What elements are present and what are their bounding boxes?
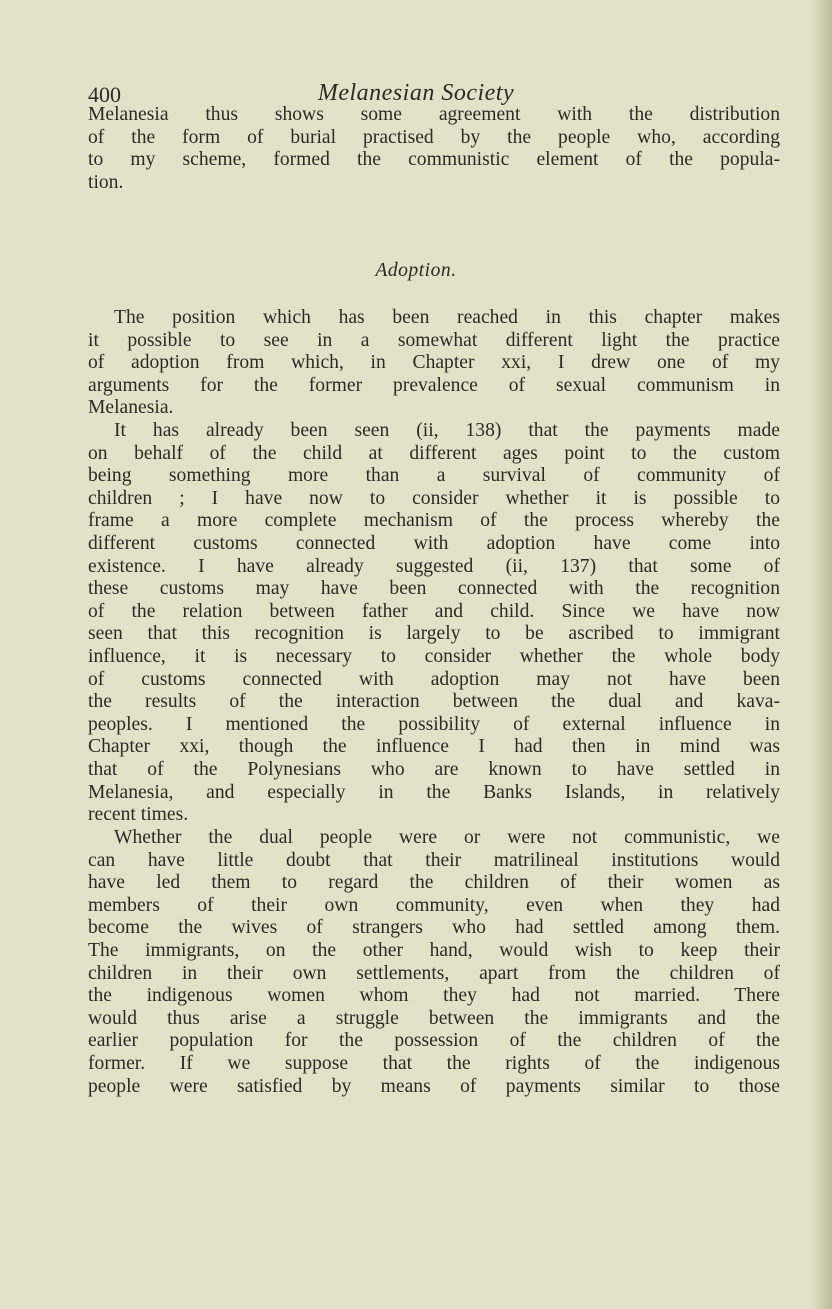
text-line: of adoption from which, in Chapter xxi, I drew one of my bbox=[88, 352, 780, 374]
text-line: have led them to regard the children of their women as bbox=[88, 872, 780, 894]
text-line: earlier population for the possession of the children of the bbox=[88, 1030, 780, 1052]
text-line: that of the Polynesians who are known to have settled in bbox=[88, 758, 780, 780]
text-line: frame a more complete mechanism of the process whereby the bbox=[88, 510, 780, 532]
paragraph-4 bbox=[88, 827, 780, 1098]
text-line: influence, it is necessary to consider whether the whole body bbox=[88, 645, 780, 667]
text-line: It has already been seen (ii, 138) that the payments made bbox=[114, 420, 780, 441]
text-line: Whether the dual people were or were not communistic, we bbox=[114, 827, 780, 848]
text-line: tion. bbox=[88, 171, 124, 193]
text-line: the indigenous women whom they had not married. There bbox=[88, 985, 780, 1007]
text-line: children ; I have now to consider whether it is possible to bbox=[88, 487, 780, 509]
text-line: it possible to see in a somewhat different light the practice bbox=[88, 329, 780, 351]
text-line: can have little doubt that their matrilineal institutions would bbox=[88, 849, 780, 871]
text-line: The position which has been reached in this chapter makes bbox=[114, 307, 780, 328]
text-line: of the form of burial practised by the people who, according bbox=[88, 126, 780, 148]
text-line: on behalf of the child at different ages point to the custom bbox=[88, 442, 780, 464]
text-line: being something more than a survival of community of bbox=[88, 465, 780, 487]
page-number: 400 bbox=[88, 82, 121, 107]
paragraph-2 bbox=[88, 307, 780, 420]
text-line: would thus arise a struggle between the immigrants and the bbox=[88, 1007, 780, 1029]
text-line: become the wives of strangers who had settled among them. bbox=[88, 917, 780, 939]
text-line: The immigrants, on the other hand, would wish to keep their bbox=[88, 939, 780, 961]
text-line: Chapter xxi, though the influence I had then in mind was bbox=[88, 736, 780, 758]
text-line: recent times. bbox=[88, 804, 189, 826]
text-line: of the relation between father and child. Since we have now bbox=[88, 600, 780, 622]
text-line: former. If we suppose that the rights of the indigenous bbox=[88, 1052, 780, 1074]
text-line: members of their own community, even when they had bbox=[88, 894, 780, 916]
section-heading: Adoption. bbox=[375, 260, 457, 281]
text-line: of customs connected with adoption may not have been bbox=[88, 668, 780, 690]
text-line: to my scheme, formed the communistic element of the popula- bbox=[88, 149, 780, 171]
text-line: children in their own settlements, apart from the children of bbox=[88, 962, 780, 984]
text-line: Melanesia, and especially in the Banks Islands, in relatively bbox=[88, 781, 780, 803]
text-line: arguments for the former prevalence of sexual communism in bbox=[88, 374, 780, 396]
text-line: Melanesia thus shows some agreement with the distribution bbox=[88, 104, 780, 125]
text-line: peoples. I mentioned the possibility of external influence in bbox=[88, 713, 780, 735]
page-edge-shadow bbox=[810, 0, 832, 1309]
text-line: existence. I have already suggested (ii, 137) that some of bbox=[88, 555, 780, 577]
text-line: different customs connected with adoption have come into bbox=[88, 532, 780, 554]
text-line: the results of the interaction between the dual and kava- bbox=[88, 691, 780, 713]
running-title: Melanesian Society bbox=[317, 80, 515, 106]
text-line: Melanesia. bbox=[88, 397, 174, 419]
paragraph-1 bbox=[88, 104, 780, 194]
text-line: people were satisfied by means of payments similar to those bbox=[88, 1075, 780, 1097]
paragraph-3 bbox=[88, 420, 780, 827]
text-line: these customs may have been connected with the recognition bbox=[88, 578, 780, 600]
text-line: seen that this recognition is largely to be ascribed to immigrant bbox=[88, 623, 780, 645]
